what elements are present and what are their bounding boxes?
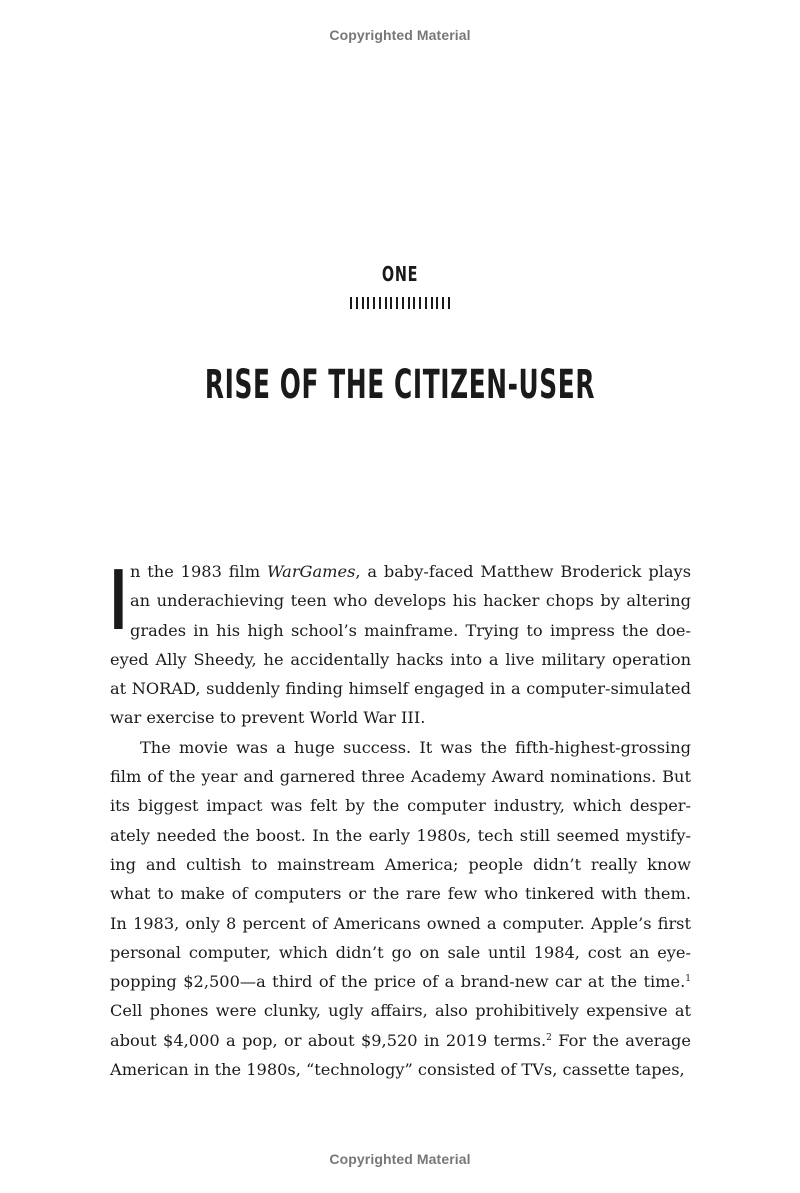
chapter-number: ONE bbox=[381, 262, 419, 286]
copyright-footer: Copyrighted Material bbox=[329, 1151, 471, 1167]
body-text bbox=[110, 554, 692, 1084]
copyright-header: Copyrighted Material bbox=[329, 27, 471, 43]
film-title: WarGames bbox=[266, 562, 356, 581]
paragraph-2 bbox=[110, 733, 691, 1085]
paragraph-1-text-a: n the 1983 film bbox=[130, 562, 267, 581]
footnote-ref-1: 1 bbox=[685, 974, 691, 985]
paragraph-1-text-b: , a baby-faced Matthew Broderick plays an underachieving teen who develops his hacker chops by altering grades in his high school’s mainframe. Trying to impress the doe-eyed Ally Sheedy, he accidentally hacks into a live military operation at NORAD, suddenly finding himself engaged in a computer-simulated war exercise to prevent World War III. bbox=[110, 562, 692, 728]
chapter-ornament-rule bbox=[350, 297, 450, 309]
paragraph-2-text-a: The movie was a huge success. It was the fifth-highest-grossing film of the year and garnered three Academy Award nominations. But its biggest impact was felt by the computer industry, which desperately needed the boost. In the early 1980s, tech still seemed mystifying and cultish to mainstream America; people didn’t really know what to make of computers or the rare few who tinkered with them. In 1983, only 8 percent of Americans owned a computer. Apple’s first personal computer, which didn’t go on sale until 1984, cost an eye-popping $2,500—a third of the price of a brand-new car at the time. bbox=[110, 737, 691, 992]
drop-cap: I bbox=[110, 554, 127, 649]
paragraph-2-text-b: Cell phones were clunky, ugly affairs, also prohibitively expensive at about $4,000 a pop, or about $9,520 in 2019 terms. bbox=[110, 1001, 691, 1050]
footnote-ref-2: 2 bbox=[546, 1032, 552, 1043]
chapter-title: RISE OF THE CITIZEN-USER bbox=[204, 362, 596, 408]
paragraph-2-text-c: For the average American in the 1980s, “technology” consisted of TVs, cassette tapes, bbox=[110, 1030, 691, 1080]
paragraph-1 bbox=[110, 554, 692, 733]
